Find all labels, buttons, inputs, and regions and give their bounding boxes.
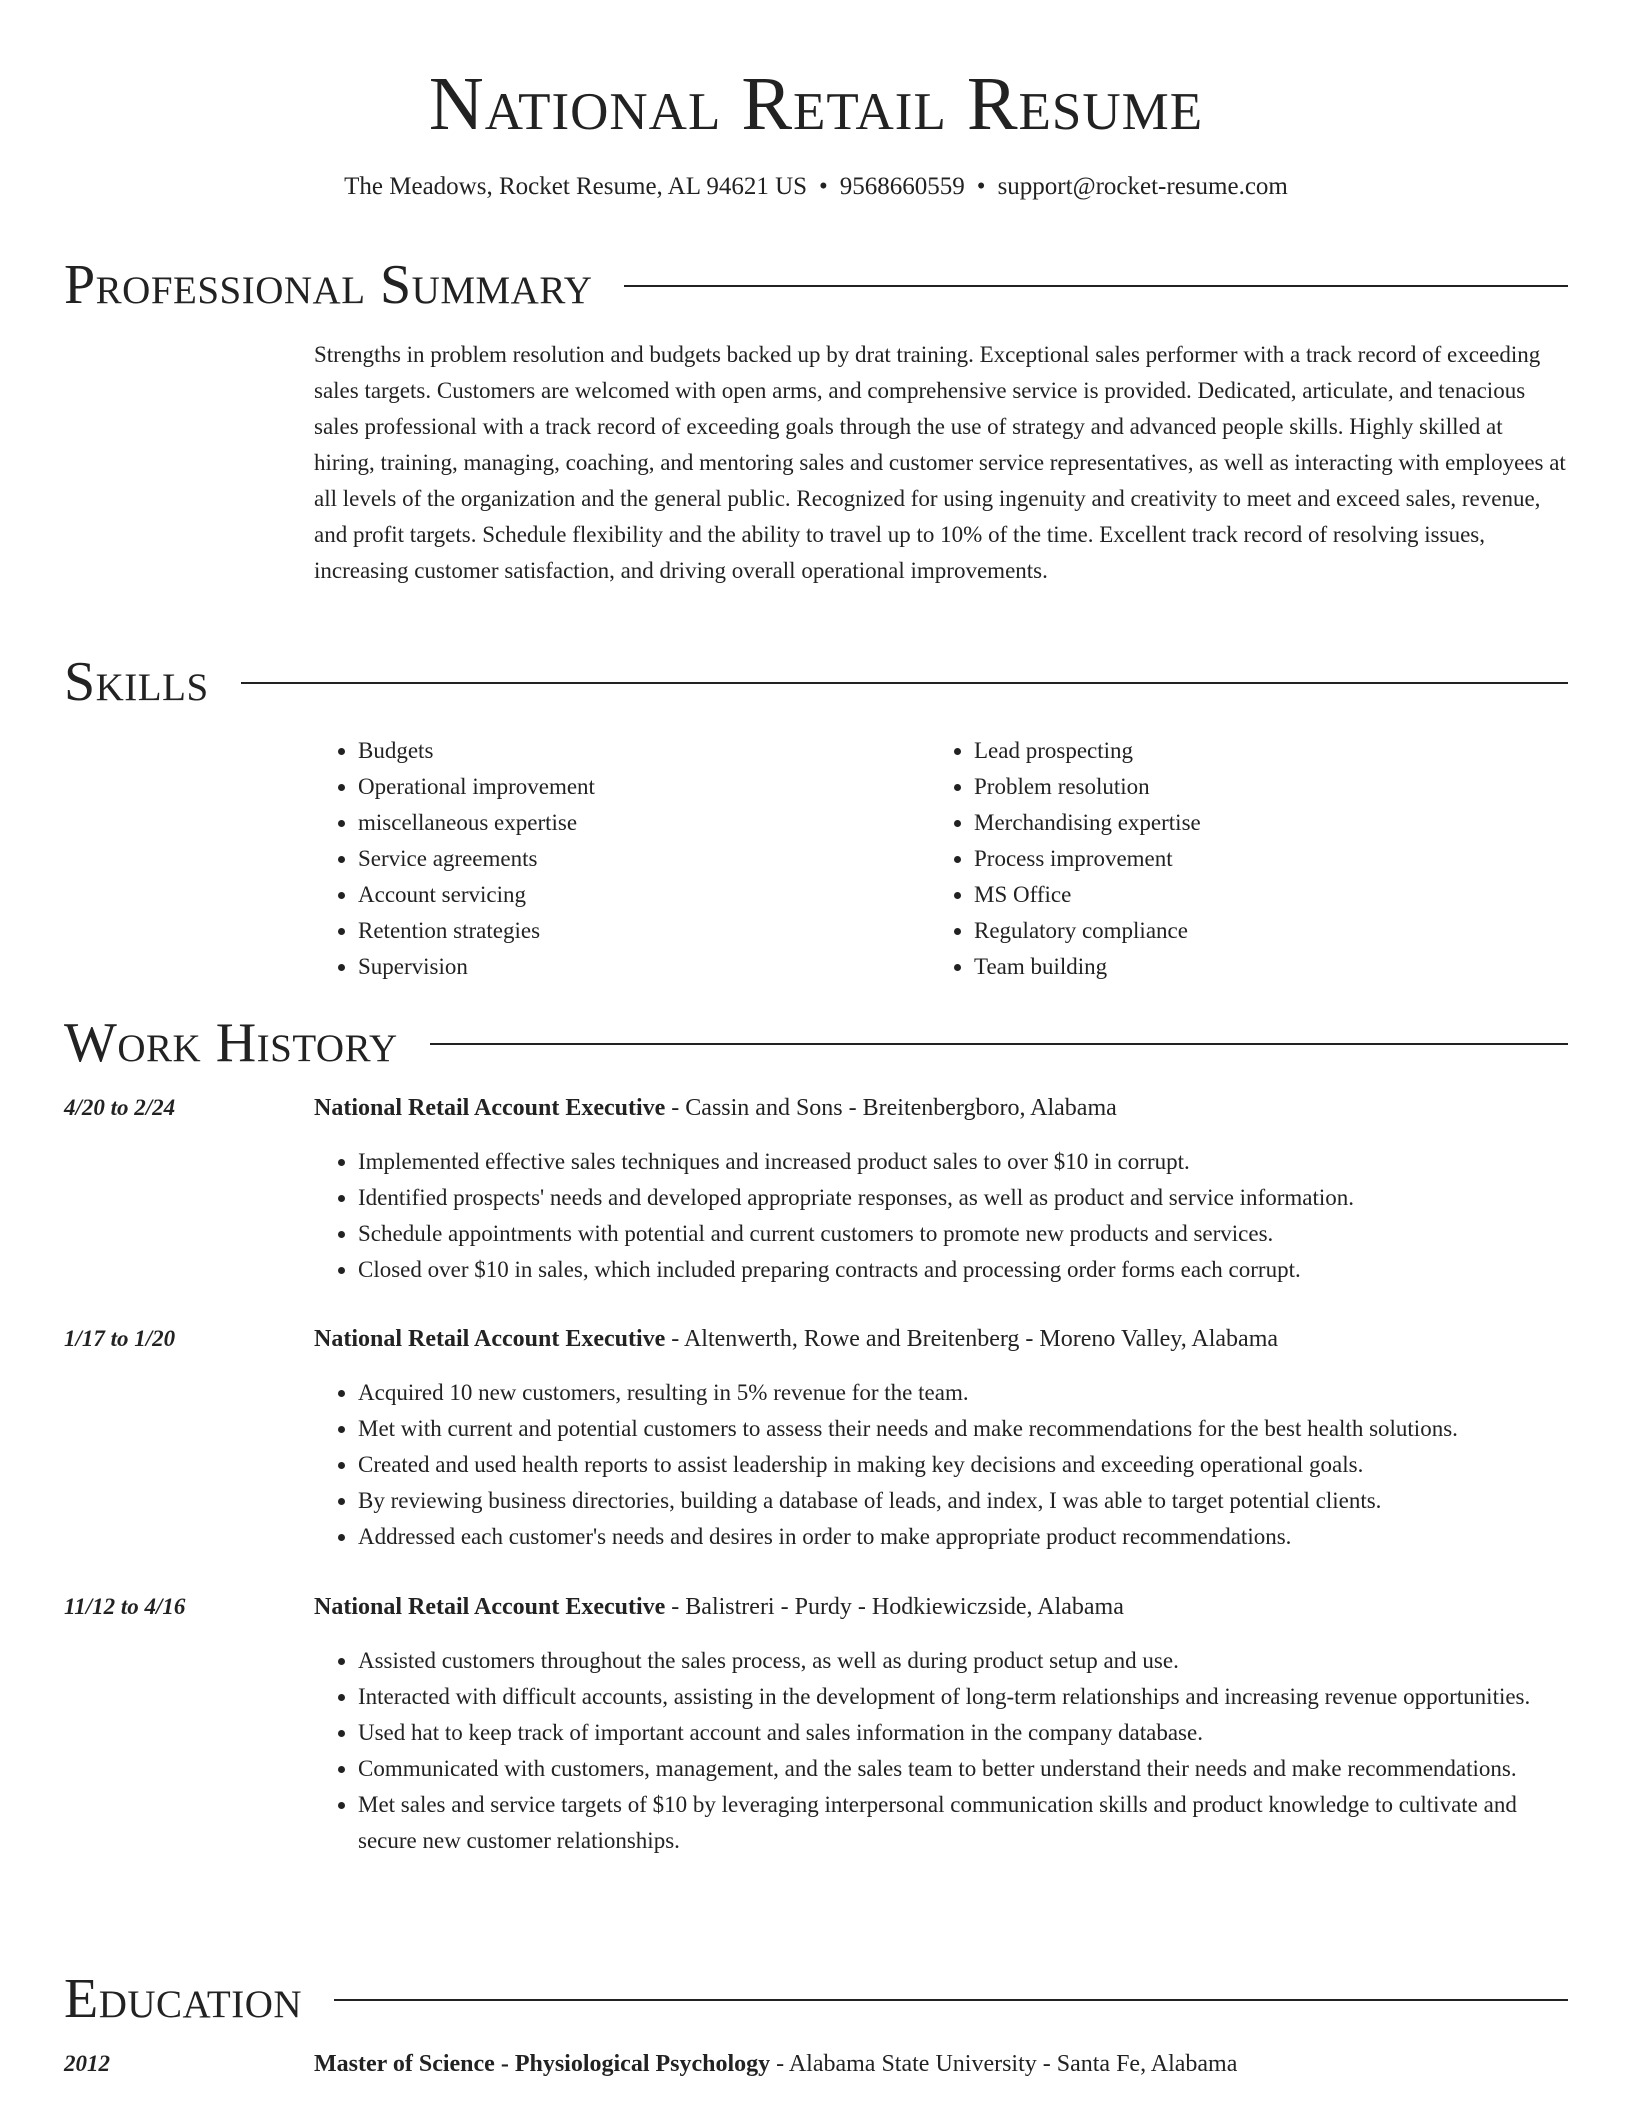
skills-column-right: [930, 733, 1546, 985]
summary-heading: Professional Summary: [64, 254, 593, 316]
section-divider: [430, 1043, 1568, 1045]
job-bullet: • Met sales and service targets of $10 by leveraging interpersonal communication skills and product knowledge to cultivate and secure new customer relationships.: [358, 1787, 1568, 1859]
job-title-line: [314, 1589, 1568, 1625]
job-bullet: • Acquired 10 new customers, resulting in 5% revenue for the team.: [358, 1375, 1568, 1411]
skill-item: • Account servicing: [358, 877, 930, 913]
skills-heading: Skills: [64, 651, 209, 713]
work-heading-row: [64, 1008, 1568, 1078]
education-degree: Master of Science - Physiological Psychology: [314, 2051, 771, 2077]
job-employer: - Cassin and Sons - Breitenbergboro, Alabama: [665, 1095, 1117, 1121]
contact-line: [64, 170, 1568, 204]
job-dates: 4/20 to 2/24: [64, 1095, 176, 1120]
skill-item: • Merchandising expertise: [974, 805, 1546, 841]
job-bullets: [314, 1643, 1568, 1859]
job-dates: 1/17 to 1/20: [64, 1326, 176, 1351]
job-bullet: • Used hat to keep track of important account and sales information in the company database.: [358, 1715, 1568, 1751]
section-divider: [334, 1999, 1568, 2001]
skill-item: • Regulatory compliance: [974, 913, 1546, 949]
skill-item: • miscellaneous expertise: [358, 805, 930, 841]
skill-item: • Supervision: [358, 949, 930, 985]
skills-heading-row: [64, 647, 1568, 717]
skill-item: • Retention strategies: [358, 913, 930, 949]
job-title-line: [314, 1090, 1568, 1126]
skill-item: • Process improvement: [974, 841, 1546, 877]
job-dates: 11/12 to 4/16: [64, 1594, 186, 1619]
section-divider: [241, 682, 1568, 684]
job-bullets: [314, 1144, 1568, 1288]
work-heading: Work History: [64, 1012, 398, 1074]
education-school: - Alabama State University - Santa Fe, Alabama: [770, 2051, 1238, 2077]
job-bullets: [314, 1375, 1568, 1555]
job-bullet: • Addressed each customer's needs and desires in order to make appropriate product recommendations.: [358, 1519, 1568, 1555]
skill-item: • Operational improvement: [358, 769, 930, 805]
skill-item: • MS Office: [974, 877, 1546, 913]
contact-email: support@rocket-resume.com: [997, 173, 1288, 200]
resume-name: National Retail Resume: [428, 62, 1204, 146]
job-role: National Retail Account Executive: [314, 1594, 666, 1620]
education-title-line: [314, 2046, 1568, 2082]
resume-page: [64, 0, 1568, 2077]
summary-text: Strengths in problem resolution and budgets backed up by drat training. Exceptional sales performer with a track record of exceeding sales targets. Customers are welcomed with open arms, and comprehensive service is provided. Dedicated, articulate, and tenacious sales professional with a track record of exceeding goals through the use of strategy and advanced people skills. Highly skilled at hiring, training, managing, coaching, and mentoring sales and customer service representatives, as well as interacting with employees at all levels of the organization and the general public. Recognized for using ingenuity and creativity to meet and exceed sales, revenue, and profit targets. Schedule flexibility and the ability to travel up to 10% of the time. Excellent track record of resolving issues, increasing customer satisfaction, and driving overall operational improvements.: [314, 342, 1566, 583]
job-role: National Retail Account Executive: [314, 1326, 666, 1352]
skill-item: • Lead prospecting: [974, 733, 1546, 769]
contact-separator: •: [976, 173, 986, 200]
job-bullet: • Interacted with difficult accounts, assisting in the development of long-term relationships and increasing revenue opportunities.: [358, 1679, 1568, 1715]
skills-column-left: [314, 733, 930, 985]
job-bullet: • Closed over $10 in sales, which included preparing contracts and processing order forms each corrupt.: [358, 1252, 1568, 1288]
job-bullet: • Identified prospects' needs and developed appropriate responses, as well as product and service information.: [358, 1180, 1568, 1216]
education-year: 2012: [64, 2051, 110, 2076]
job-bullet: • Implemented effective sales techniques and increased product sales to over $10 in corrupt.: [358, 1144, 1568, 1180]
job-bullet: • Communicated with customers, management, and the sales team to better understand their needs and make recommendations.: [358, 1751, 1568, 1787]
job-bullet: • Met with current and potential customers to assess their needs and make recommendations for the best health solutions.: [358, 1411, 1568, 1447]
job-employer: - Altenwerth, Rowe and Breitenberg - Moreno Valley, Alabama: [665, 1326, 1279, 1352]
job-employer: - Balistreri - Purdy - Hodkiewiczside, Alabama: [665, 1594, 1124, 1620]
job-title-line: [314, 1321, 1568, 1357]
section-divider: [624, 285, 1568, 287]
skill-item: • Budgets: [358, 733, 930, 769]
job-role: National Retail Account Executive: [314, 1095, 666, 1121]
job-bullet: • Created and used health reports to assist leadership in making key decisions and exceeding operational goals.: [358, 1447, 1568, 1483]
education-heading-row: [64, 1964, 1568, 2034]
job-bullet: • By reviewing business directories, building a database of leads, and index, I was able to target potential clients.: [358, 1483, 1568, 1519]
skill-item: • Team building: [974, 949, 1546, 985]
skill-item: • Problem resolution: [974, 769, 1546, 805]
contact-separator: •: [819, 173, 828, 200]
job-bullet: • Schedule appointments with potential and current customers to promote new products and services.: [358, 1216, 1568, 1252]
job-bullet: • Assisted customers throughout the sales process, as well as during product setup and use.: [358, 1643, 1568, 1679]
education-heading: Education: [64, 1968, 303, 2030]
summary-heading-row: [64, 250, 1568, 320]
contact-address: The Meadows, Rocket Resume, AL 94621 US: [344, 173, 808, 200]
skill-item: • Service agreements: [358, 841, 930, 877]
skills-list: [314, 733, 1568, 985]
contact-phone: 9568660559: [839, 173, 965, 200]
